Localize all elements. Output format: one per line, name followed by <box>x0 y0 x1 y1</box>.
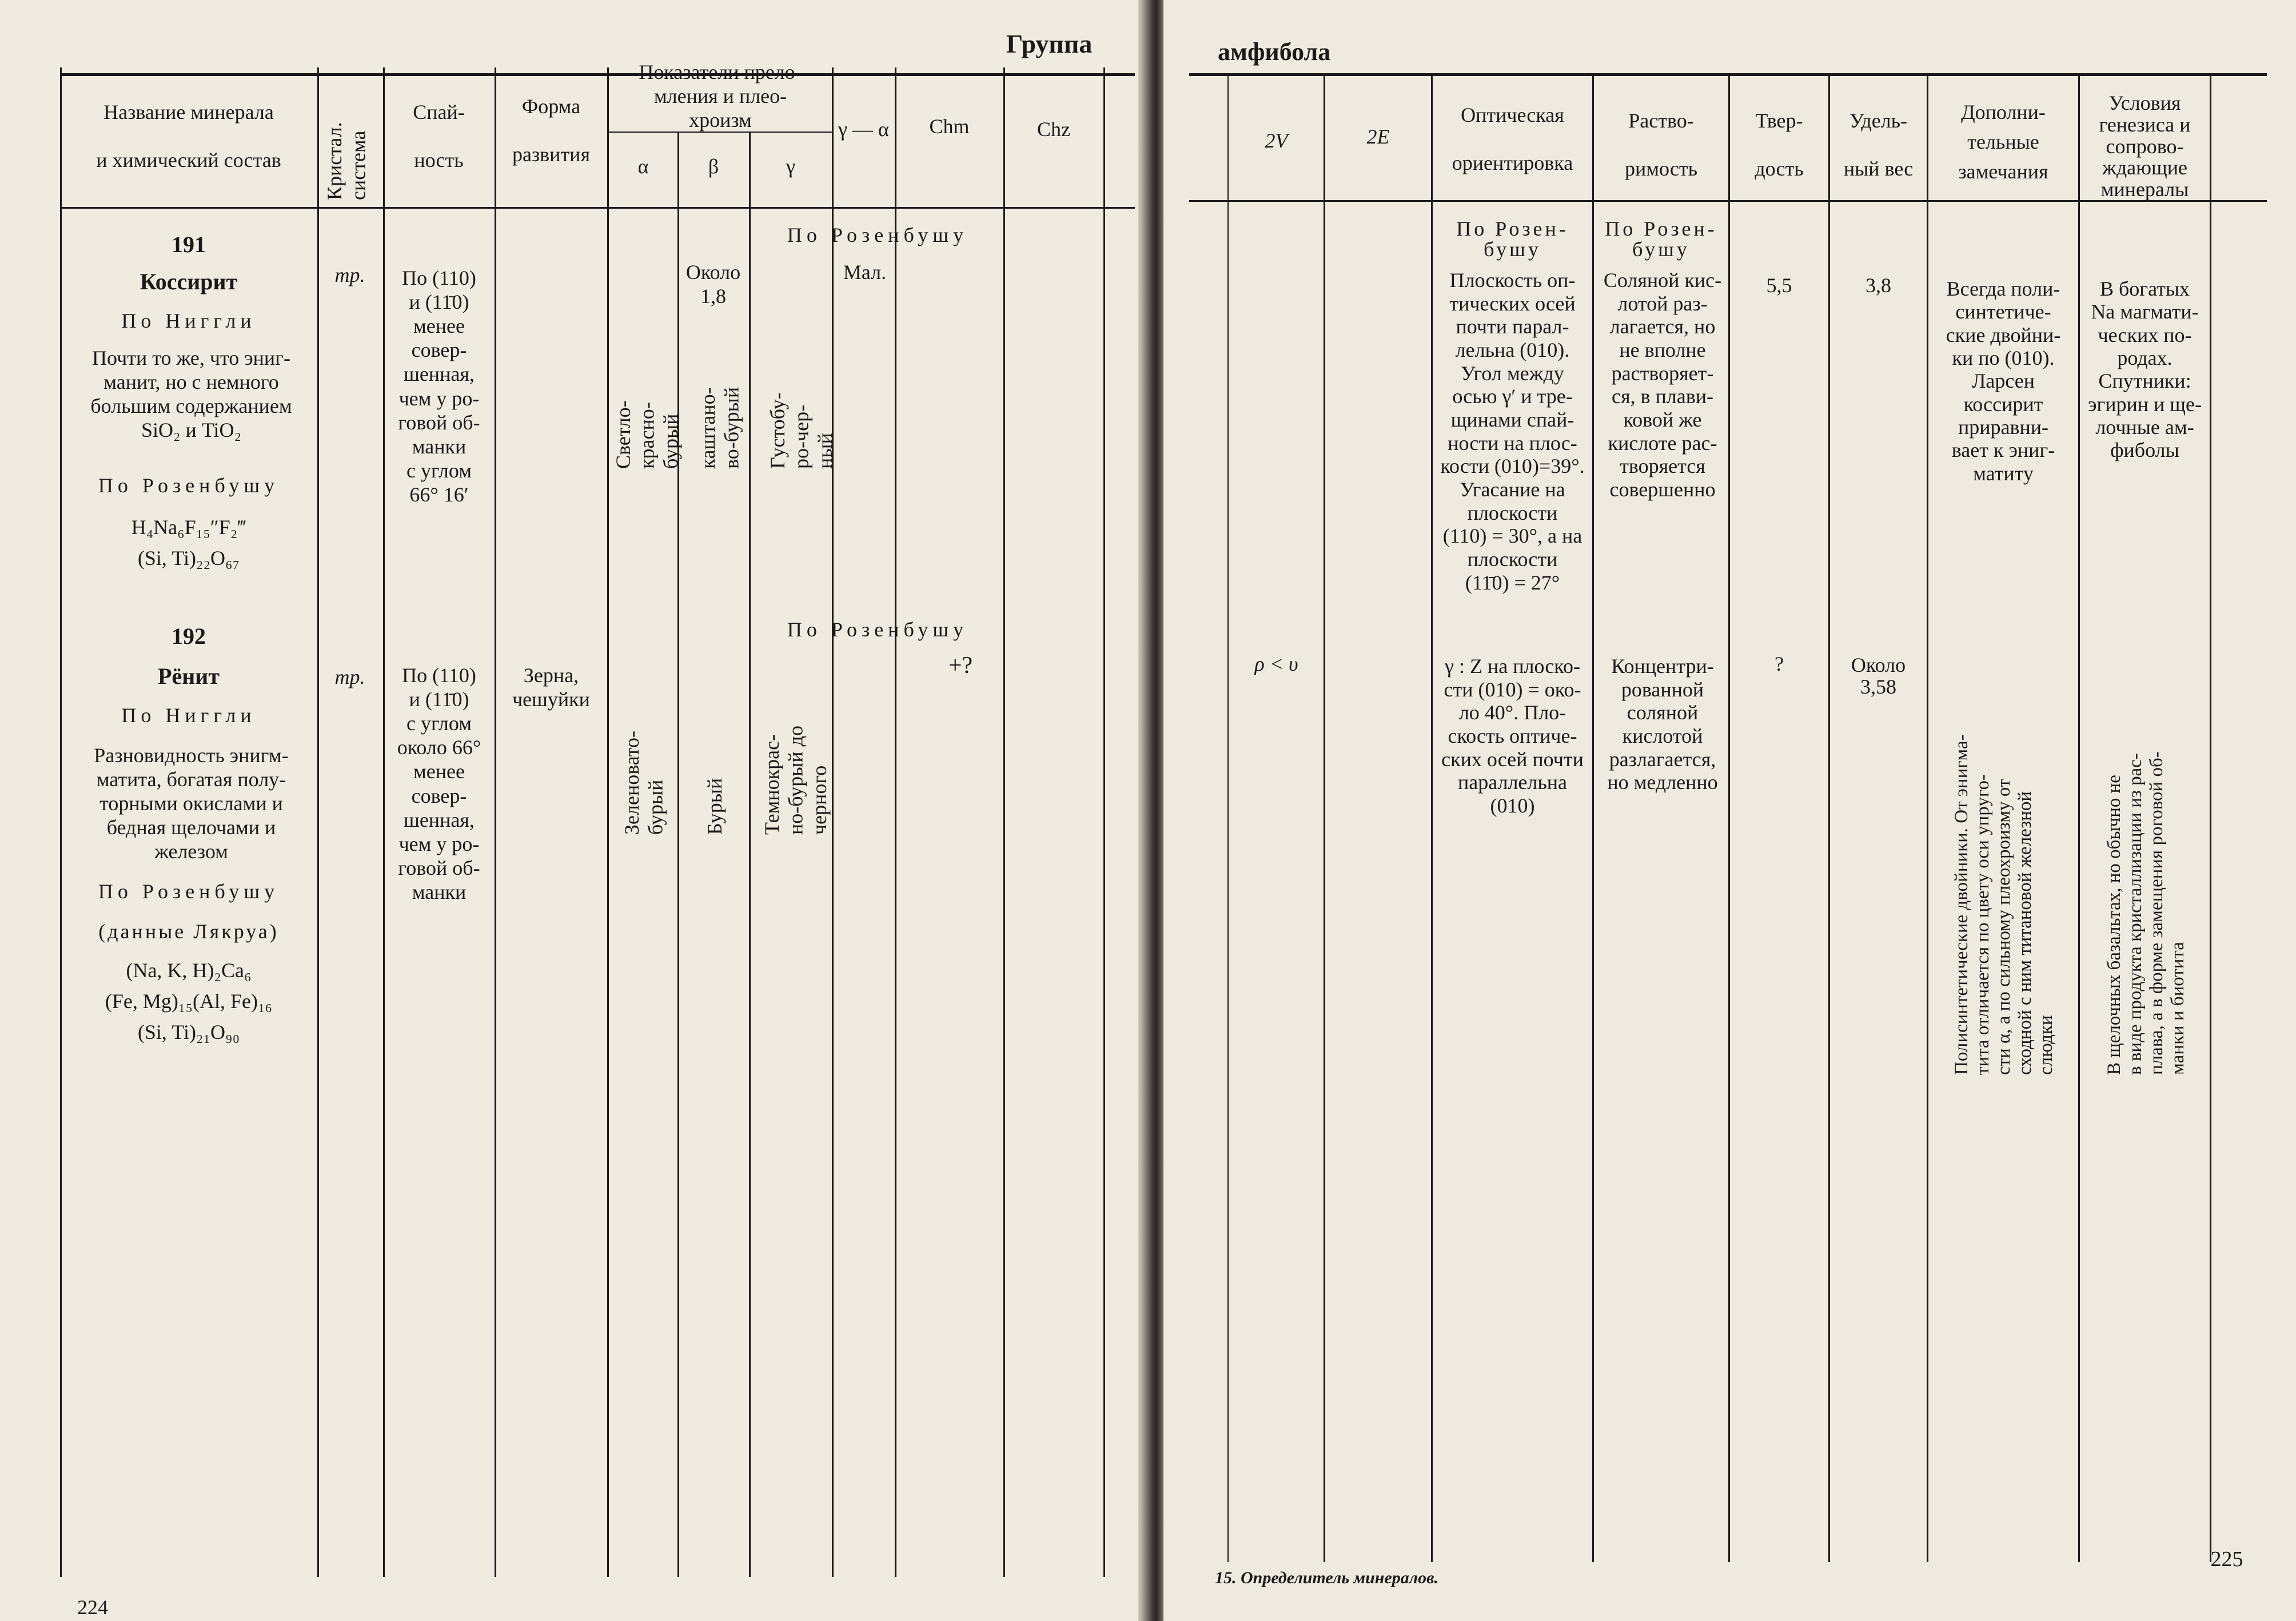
gamma-alpha-value: Мал. <box>843 261 887 284</box>
col-line <box>1227 75 1229 1562</box>
optical-text: γ : Z на плоско- сти (010) = око- ло 40°. Пло- скость оптиче- ских осей почти параллельна (010) <box>1441 655 1584 818</box>
mineral-description: Почти то же, что эниг- манит, но с немного большим содержанием SiO₂ и TiO₂ <box>90 346 292 442</box>
col-line <box>1324 75 1325 1562</box>
beta-index: Около 1,8 <box>685 261 741 308</box>
header-beta: β <box>708 155 719 178</box>
header-optical: Оптическая ориентировка <box>1452 103 1573 175</box>
beta-color: кaштано- во-бурый <box>696 387 743 469</box>
col-line <box>1828 75 1830 1562</box>
gamma-color: Густобу- ро-чер- ный <box>766 392 836 469</box>
gravity-value: 3,8 <box>1866 274 1891 297</box>
cleavage-text: По (110) и (11̄0) с углом около 66° менее совер- шенная, чем у ро- говой об- манки <box>397 664 481 903</box>
header-chz: Chz <box>1037 118 1070 141</box>
mineral-number: 191 <box>172 232 206 257</box>
notes-text: Полисинтетические двойники. От энигма- тита отличается по цвету оси упруго- сти α, а по сильному плеохроизму от сходной с ним титановой железной слюдки <box>1951 734 2056 1075</box>
genesis-text: В богатых Na магмати- ческих по- родах. Спутники: эгирин и ще- лочные ам- фиболы <box>2088 277 2202 462</box>
col-line <box>1103 67 1105 1577</box>
header-crystal-system: Кристал. система <box>323 122 370 200</box>
hardness-value: ? <box>1775 652 1784 675</box>
header-2v: 2V <box>1265 129 1288 152</box>
beta-color: Бурый <box>703 778 726 835</box>
crystal-system: тр. <box>334 666 365 688</box>
col-line <box>60 67 62 1577</box>
gravity-value: Около 3,58 <box>1851 654 1906 698</box>
alpha-color: Светло- красно- бурый <box>612 400 682 469</box>
solubility-text: Соляной кис- лотой раз- лагается, но не вполне растворяет- ся, в плави- ковой же кислоте рас- творяется совершенно <box>1603 269 1722 501</box>
source-label: По Розенбушу <box>98 880 280 903</box>
source-label: По Розен- бушу <box>1456 217 1569 261</box>
header-gravity: Удель- ный вес <box>1843 109 1914 181</box>
source-label: По Розен- бушу <box>1605 217 1717 261</box>
source-label: По Розенбушу <box>98 474 280 497</box>
col-line <box>1003 67 1005 1577</box>
header-chm: Chm <box>929 115 970 138</box>
habit-text: Зерна, чешуйки <box>512 664 590 711</box>
header-name: Название минерала и химический состав <box>96 101 281 172</box>
running-head-left: Группа <box>1006 29 1093 58</box>
alpha-color: Зеленовато- бурый <box>620 730 667 835</box>
hardness-value: 5,5 <box>1766 274 1792 297</box>
solubility-text: Концентри- рованной соляной кислотой разлагается, но медленно <box>1607 655 1718 794</box>
notes-text: Всегда поли- синтетиче- ские двойни- ки по (010). Ларсен коссирит приравни- вает к эниг- матиту <box>1946 277 2061 485</box>
crystal-system: тр. <box>334 264 365 286</box>
header-notes: Дополни- тельные замечания <box>1958 101 2048 184</box>
source-label: (данные Лякруа) <box>98 920 279 943</box>
col-line <box>495 67 496 1577</box>
header-genesis: Условия генезиса и сопрово- ждающие минералы <box>2099 91 2191 201</box>
source-row: По Розенбушу <box>787 618 968 641</box>
genesis-text: В щелочных базальтах, но обычно не в виде продукта кристаллизации из рас- плава, а в форме замещения роговой об- манки и биотита <box>2104 751 2188 1075</box>
header-cleavage: Спай- ность <box>413 101 465 172</box>
header-habit: Форма развития <box>512 95 591 166</box>
chz-value: +? <box>948 652 973 679</box>
running-head-right: амфибола <box>1218 38 1331 66</box>
cleavage-text: По (110) и (11̄0) менее совер- шенная, чем у ро- говой об- манки с углом 66° 16′ <box>398 266 480 506</box>
right-page <box>1163 0 2296 1621</box>
col-line <box>607 67 609 1577</box>
optical-text: Плоскость оп- тических осей почти парал- лельна (010). Угол между осью γ′ и тре- щинами спай- ности на плос- кости (010)=39°. Угасание на плоскости (110) = 30°, а на плоскости (11̄0) = 27° <box>1440 269 1585 594</box>
table-top-rule <box>60 73 1135 76</box>
header-gamma-alpha: γ — α <box>838 118 889 141</box>
header-2e: 2E <box>1366 125 1390 148</box>
mineral-formula: (Na, K, H)₂Ca₆ (Fe, Mg)₁₅(Al, Fe)₁₆ (Si, Ti)₂₁O₉₀ <box>105 959 273 1044</box>
header-alpha: α <box>637 155 649 178</box>
page-number-left: 224 <box>77 1596 108 1619</box>
source-label: По Ниггли <box>121 309 256 332</box>
col-line <box>895 67 896 1577</box>
col-line <box>832 67 834 1577</box>
header-hardness: Твер- дость <box>1755 109 1804 181</box>
mineral-description: Разновидность энигм- матита, богатая полу- торными окислами и бедная щелочами и железом <box>94 744 289 863</box>
twov-value: ρ < υ <box>1254 652 1298 675</box>
mineral-name: Рёнит <box>158 663 220 689</box>
footer-note: 15. Определитель минералов. <box>1215 1568 1439 1587</box>
source-row: По Розенбушу <box>787 224 968 246</box>
header-solubility: Раство- римость <box>1624 109 1698 181</box>
header-refraction: Показатели прело- мления и плео- хроизм <box>639 61 802 132</box>
header-bottom-rule <box>60 207 1135 209</box>
page-number-right: 225 <box>2210 1547 2243 1571</box>
mineral-number: 192 <box>172 623 206 649</box>
col-line <box>2210 75 2211 1562</box>
col-line <box>749 132 751 1577</box>
mineral-formula: H₄Na₆F₁₅″F₂‴ (Si, Ti)₂₂O₆₇ <box>131 516 246 569</box>
mineral-name: Коссирит <box>139 269 238 294</box>
header-gamma: γ <box>786 155 795 178</box>
gamma-color: Темнокрас- но-бурый до черного <box>760 726 831 835</box>
source-label: По Ниггли <box>121 704 256 727</box>
